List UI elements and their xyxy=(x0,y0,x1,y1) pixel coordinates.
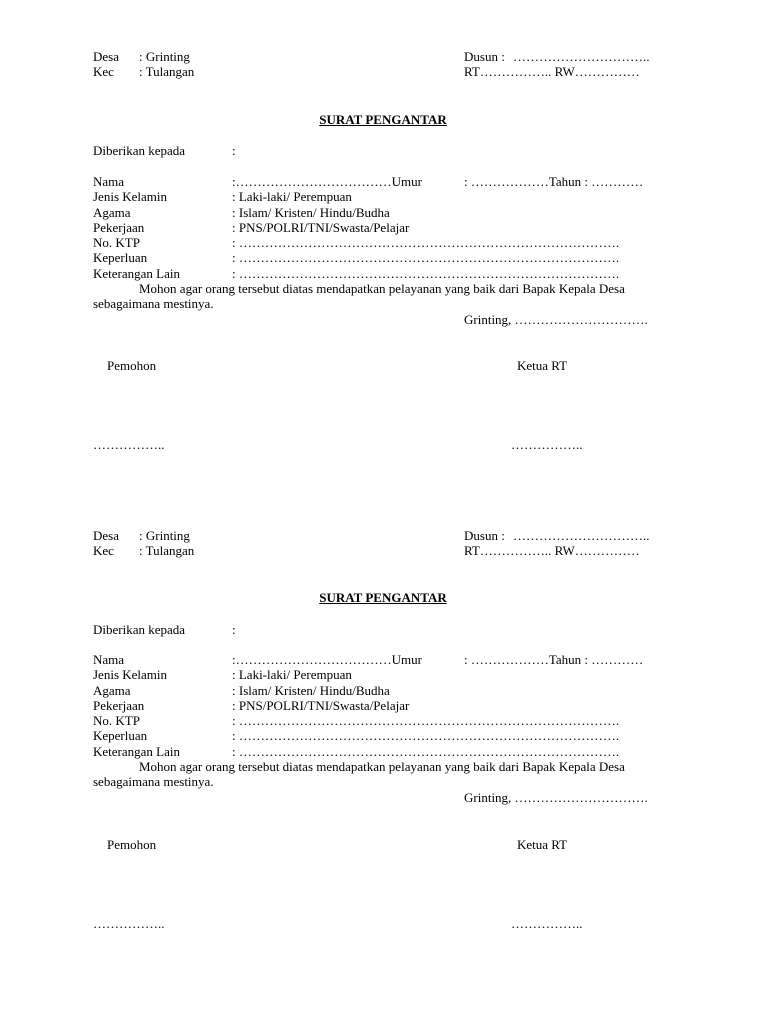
nama-label: Nama xyxy=(93,652,125,667)
kec-label: Kec xyxy=(93,543,114,559)
rt-rw-text: RT…………….. RW…………… xyxy=(464,64,640,80)
desa-label: Desa xyxy=(93,49,119,64)
request-paragraph-line-2: sebagaimana mestinya. xyxy=(93,774,214,790)
ktp-value: : ……………………………………………………………………………. xyxy=(232,235,620,251)
ketua-rt-label: Ketua RT xyxy=(517,358,568,373)
nama-value: :………………………………Umur xyxy=(232,174,422,189)
applicant-signature-line: …………….. xyxy=(93,916,165,931)
agama-label: Agama xyxy=(93,204,131,220)
letter-form-2 xyxy=(93,528,673,931)
nama-value: :………………………………Umur xyxy=(232,652,422,667)
applicant-label: Pemohon xyxy=(107,358,157,373)
given-to-label: Diberikan kepada xyxy=(93,143,186,158)
ktp-value: : ……………………………………………………………………………. xyxy=(232,713,620,729)
keterangan-lain-value: : ……………………………………………………………………………. xyxy=(232,265,620,281)
given-to-label: Diberikan kepada xyxy=(93,622,186,637)
letter-header xyxy=(93,528,673,559)
identity-fields xyxy=(93,652,673,805)
identity-fields xyxy=(93,174,673,327)
jenis-kelamin-value: : Laki-laki/ Perempuan xyxy=(232,667,352,683)
jenis-kelamin-label: Jenis Kelamin xyxy=(93,667,168,683)
applicant-label: Pemohon xyxy=(107,837,157,852)
letter-header xyxy=(93,49,673,80)
nama-label: Nama xyxy=(93,174,125,189)
desa-value: : Grinting xyxy=(139,49,190,64)
ketua-rt-signature-line: …………….. xyxy=(511,916,583,931)
request-paragraph-line-1: Mohon agar orang tersebut diatas mendapatkan pelayanan yang baik dari Bapak Kepala Desa xyxy=(139,281,625,297)
umur-value: : ………………Tahun : ………… xyxy=(464,652,644,667)
dusun-value: ………………………….. xyxy=(513,528,650,543)
dusun-label: Dusun : xyxy=(464,49,505,64)
applicant-signature-line: …………….. xyxy=(93,437,165,452)
keterangan-lain-value: : ……………………………………………………………………………. xyxy=(232,743,620,759)
kec-value: : Tulangan xyxy=(139,64,195,80)
letter-title: SURAT PENGANTAR xyxy=(319,112,447,127)
umur-value: : ………………Tahun : ………… xyxy=(464,174,644,189)
kec-value: : Tulangan xyxy=(139,543,195,559)
letter-form-1 xyxy=(93,49,673,452)
letter-title: SURAT PENGANTAR xyxy=(319,590,447,605)
agama-value: : Islam/ Kristen/ Hindu/Budha xyxy=(232,204,390,220)
pekerjaan-value: : PNS/POLRI/TNI/Swasta/Pelajar xyxy=(232,697,410,713)
rt-rw-text: RT…………….. RW…………… xyxy=(464,543,640,559)
desa-value: : Grinting xyxy=(139,528,190,543)
keterangan-lain-label: Keterangan Lain xyxy=(93,265,180,281)
keperluan-value: : ……………………………………………………………………………. xyxy=(232,250,620,266)
request-paragraph-line-2: sebagaimana mestinya. xyxy=(93,296,214,312)
jenis-kelamin-value: : Laki-laki/ Perempuan xyxy=(232,189,352,205)
given-to-value: : xyxy=(232,143,236,158)
pekerjaan-label: Pekerjaan xyxy=(93,219,145,235)
keperluan-label: Keperluan xyxy=(93,728,148,744)
keperluan-value: : ……………………………………………………………………………. xyxy=(232,728,620,744)
jenis-kelamin-label: Jenis Kelamin xyxy=(93,189,168,205)
desa-label: Desa xyxy=(93,528,119,543)
ktp-label: No. KTP xyxy=(93,713,140,729)
ketua-rt-signature-line: …………….. xyxy=(511,437,583,452)
ketua-rt-label: Ketua RT xyxy=(517,837,568,852)
request-paragraph-line-1: Mohon agar orang tersebut diatas mendapatkan pelayanan yang baik dari Bapak Kepala Desa xyxy=(139,759,625,775)
pekerjaan-value: : PNS/POLRI/TNI/Swasta/Pelajar xyxy=(232,219,410,235)
place-date: Grinting, …………………………. xyxy=(464,311,648,327)
ktp-label: No. KTP xyxy=(93,235,140,251)
given-to-value: : xyxy=(232,622,236,637)
agama-value: : Islam/ Kristen/ Hindu/Budha xyxy=(232,682,390,698)
agama-label: Agama xyxy=(93,682,131,698)
kec-label: Kec xyxy=(93,64,114,80)
keperluan-label: Keperluan xyxy=(93,250,148,266)
keterangan-lain-label: Keterangan Lain xyxy=(93,743,180,759)
dusun-label: Dusun : xyxy=(464,528,505,543)
dusun-value: ………………………….. xyxy=(513,49,650,64)
place-date: Grinting, …………………………. xyxy=(464,789,648,805)
pekerjaan-label: Pekerjaan xyxy=(93,697,145,713)
